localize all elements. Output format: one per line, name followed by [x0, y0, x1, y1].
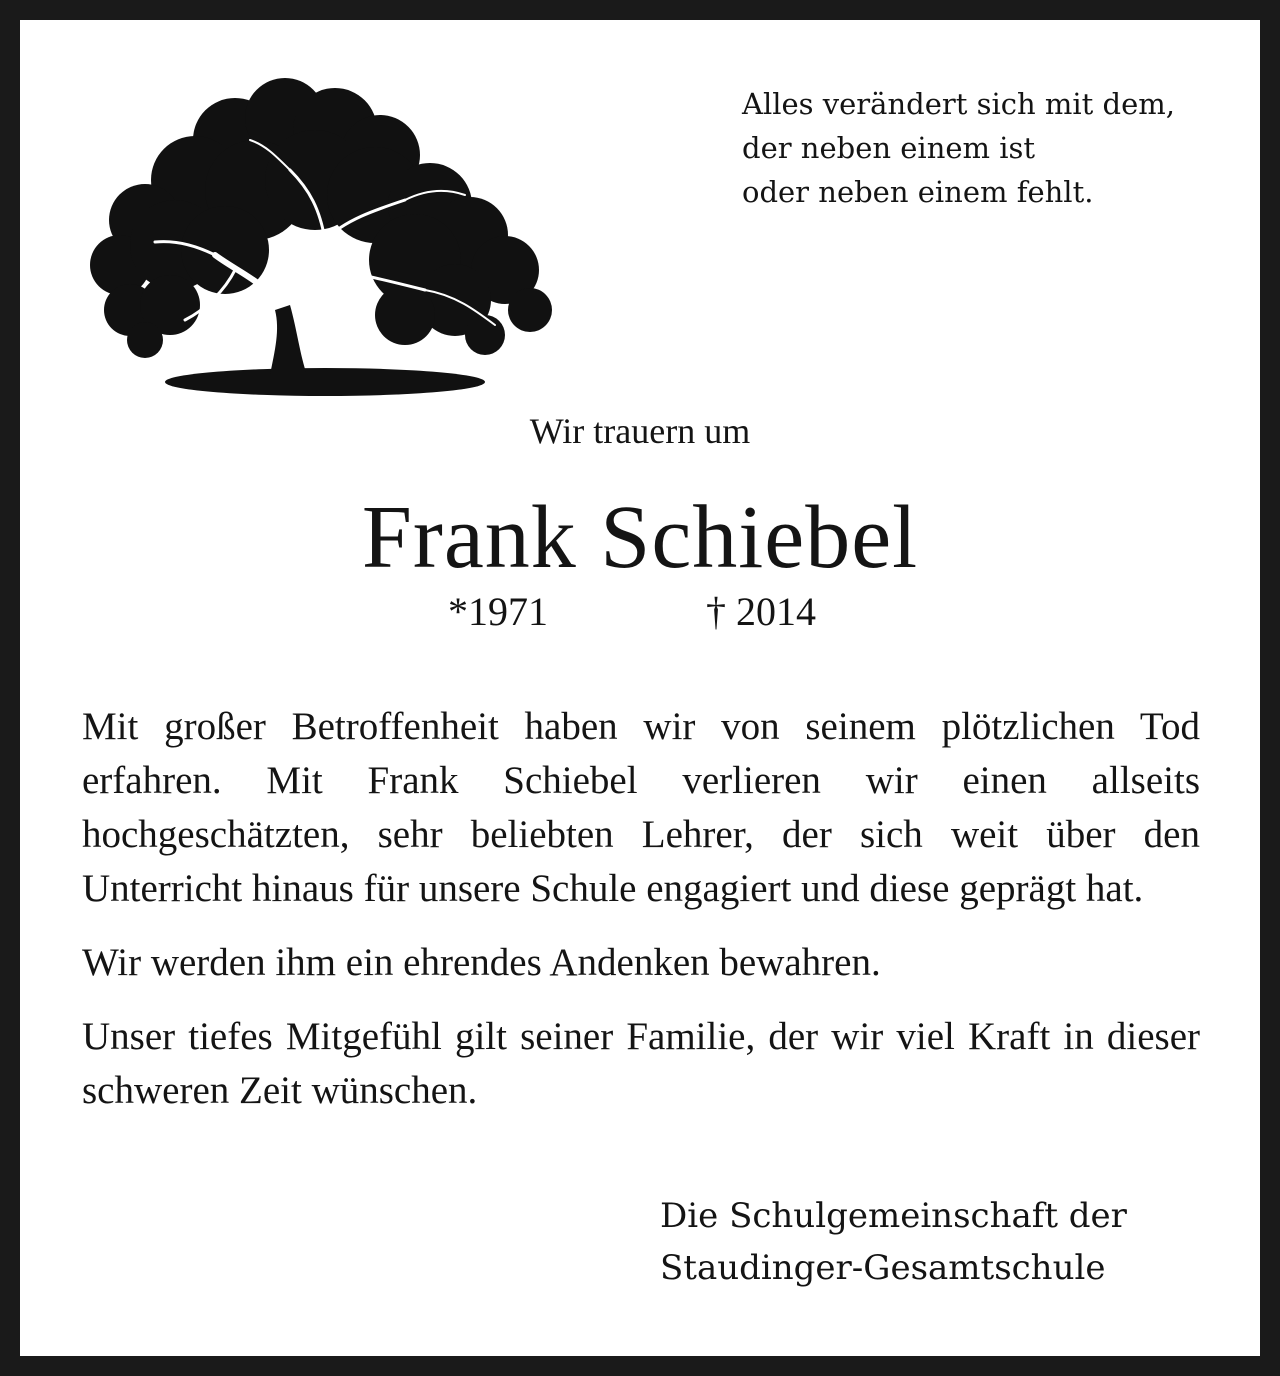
quote-line: Alles verändert sich mit dem,: [742, 87, 1175, 121]
quote-line: oder neben einem fehlt.: [742, 175, 1094, 209]
quote: [742, 82, 1175, 214]
paragraph: Mit großer Betroffenheit haben wir von seinem plötzlichen Tod erfahren. Mit Frank Schiebel verlieren wir einen allseits hochgeschätzten, sehr beliebten Lehrer, der sich weit über den Unterricht hinaus für unsere Schule engagiert und diese geprägt hat.: [82, 705, 1200, 910]
signature-line: Die Schulgemeinschaft der: [660, 1196, 1127, 1236]
quote-line: der neben einem ist: [742, 131, 1036, 165]
paragraph: Wir werden ihm ein ehrendes Andenken bewahren.: [82, 941, 881, 984]
signature: [660, 1190, 1127, 1294]
death-year: † 2014: [706, 589, 816, 634]
deceased-name: Frank Schiebel: [361, 488, 919, 587]
birth-year: *1971: [448, 589, 548, 634]
signature-line: Staudinger-Gesamtschule: [660, 1248, 1106, 1288]
obituary-notice: [20, 20, 1260, 1356]
mourning-intro: Wir trauern um: [529, 411, 751, 451]
obituary-text: [82, 700, 1200, 1138]
tree-icon: [75, 70, 555, 405]
paragraph: Unser tiefes Mitgefühl gilt seiner Familie, der wir viel Kraft in dieser schweren Zeit wünschen.: [82, 1015, 1200, 1112]
